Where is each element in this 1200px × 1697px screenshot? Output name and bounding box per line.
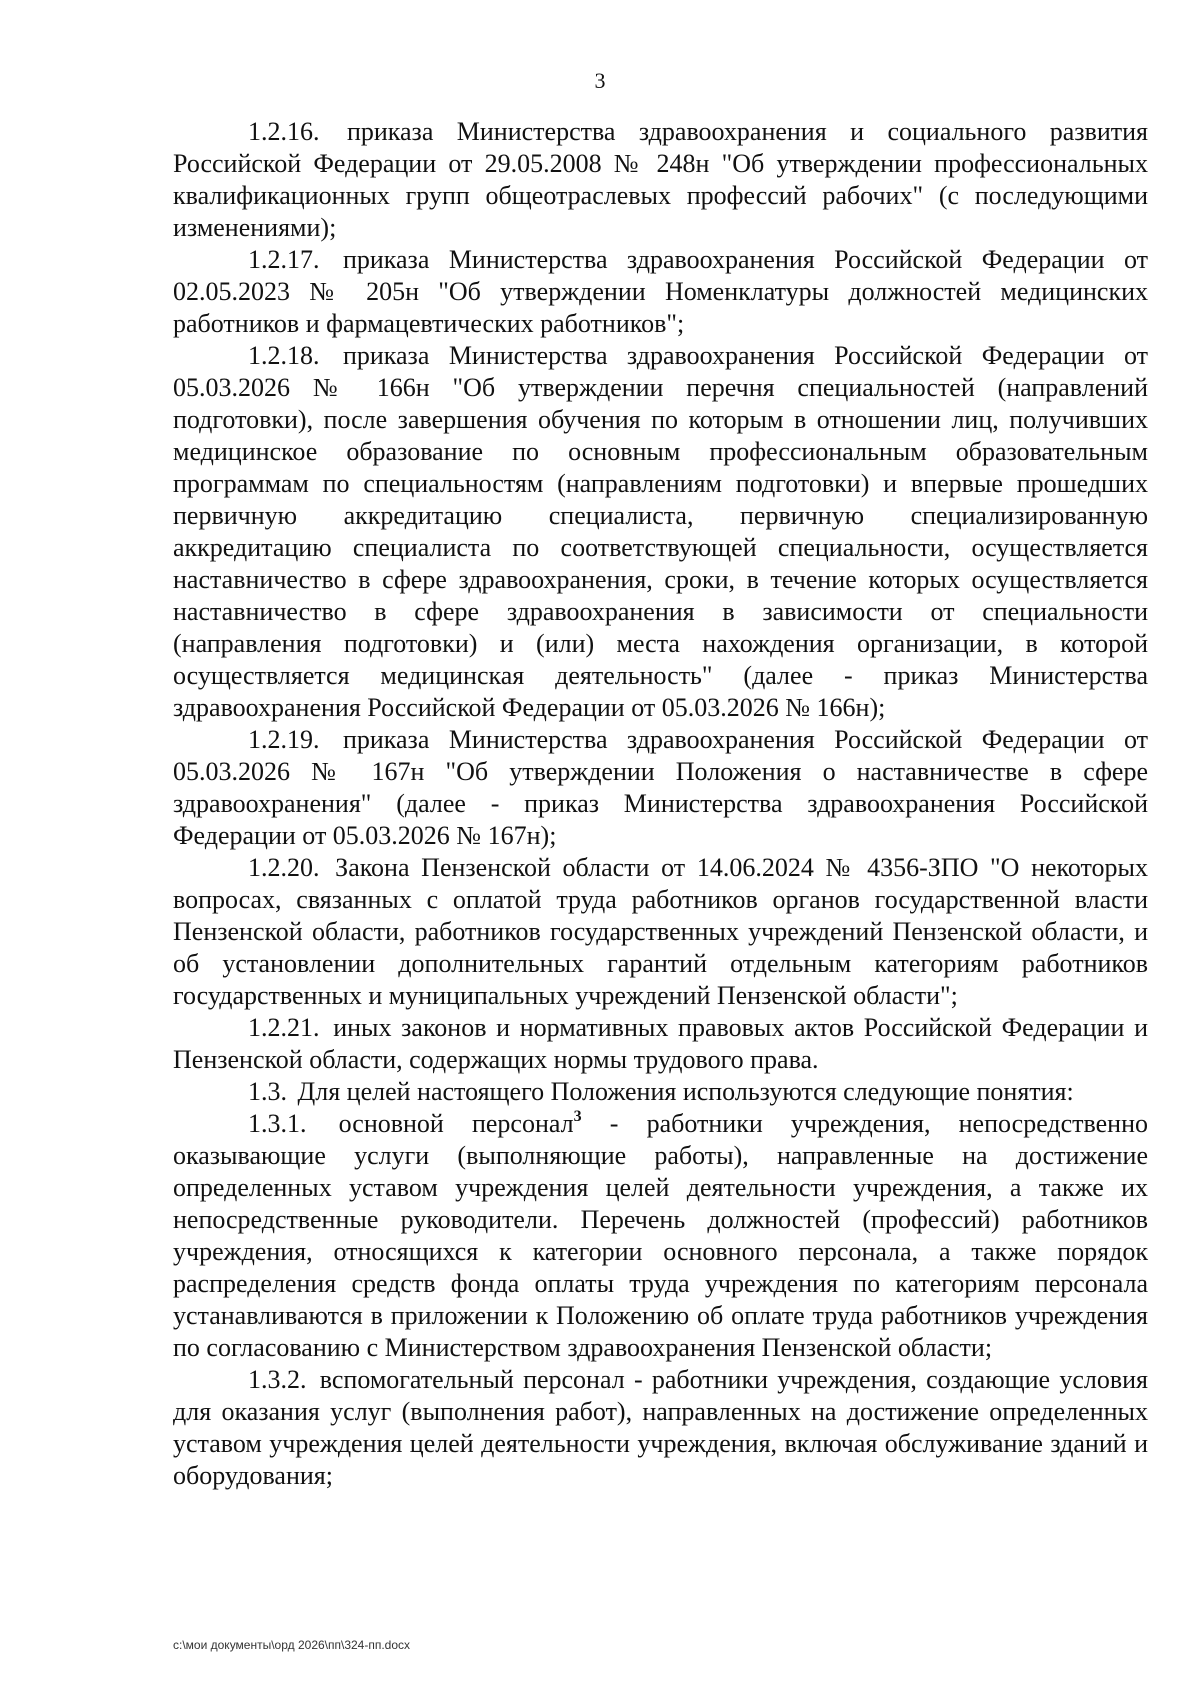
page-number: 3 <box>594 68 606 93</box>
paragraph-1-2-21 <box>173 1012 1148 1076</box>
paragraph-text: Закона Пензенской области от 14.06.2024 № 4356-ЗПО "О некоторых вопросах, связанных с оплатой труда работников органов государственной власти Пензенской области, работников государственных учреждений Пензенской области, и об установлении дополнительных гарантий отдельным категориям работников государственных и муниципальных учреждений Пензенской области"; <box>173 853 1149 1010</box>
paragraph-text: приказа Министерства здравоохранения Российской Федерации от 05.03.2026 № 167н "Об утверждении Положения о наставничестве в сфере здравоохранения" (далее - приказ Министерства здравоохранения Российской Федерации от 05.03.2026 № 167н); <box>173 725 1149 850</box>
paragraph-1-3 <box>173 1076 1148 1108</box>
paragraph-number: 1.3.1. <box>248 1109 307 1138</box>
paragraph-number: 1.2.17. <box>248 245 320 274</box>
paragraph-text: иных законов и нормативных правовых актов Российской Федерации и Пензенской области, содержащих нормы трудового права. <box>173 1013 1148 1074</box>
paragraph-1-2-18 <box>173 340 1148 724</box>
term-main-staff: основной персонал <box>338 1109 574 1138</box>
paragraph-number: 1.3.2. <box>248 1365 307 1394</box>
paragraph-1-2-16 <box>173 116 1148 244</box>
paragraph-text: Для целей настоящего Положения используются следующие понятия: <box>297 1077 1074 1106</box>
file-path-footer: c:\мои документы\орд 2026\пп\324-пп.docx <box>173 1638 411 1652</box>
paragraph-1-2-17 <box>173 244 1148 340</box>
paragraph-number: 1.2.19. <box>248 725 320 754</box>
paragraph-number: 1.2.21. <box>248 1013 320 1042</box>
paragraph-1-3-2 <box>173 1364 1148 1492</box>
paragraph-text: вспомогательный персонал - работники учреждения, создающие условия для оказания услуг (выполнения работ), направленных на достижение определенных уставом учреждения целей деятельности учреждения, включая обслуживание зданий и оборудования; <box>173 1365 1148 1490</box>
paragraph-number: 1.2.20. <box>248 853 320 882</box>
paragraph-text: - работники учреждения, непосредственно оказывающие услуги (выполняющие работы), направленные на достижение определенных уставом учреждения целей деятельности учреждения, а также их непосредственные руководители. Перечень должностей (профессий) работников учреждения, относящихся к категории основного персонала, а также порядок распределения средств фонда оплаты труда учреждения по категориям персонала устанавливаются в приложении к Положению об оплате труда работников учреждения по согласованию с Министерством здравоохранения Пензенской области; <box>173 1109 1149 1362</box>
paragraph-number: 1.2.16. <box>248 117 320 146</box>
document-body <box>173 116 1148 1492</box>
paragraph-number: 1.2.18. <box>248 341 320 370</box>
paragraph-text: приказа Министерства здравоохранения и социального развития Российской Федерации от 29.05.2008 № 248н "Об утверждении профессиональных квалификационных групп общеотраслевых профессий рабочих" (с последующими изменениями); <box>173 117 1149 242</box>
paragraph-number: 1.3. <box>248 1077 287 1106</box>
paragraph-text: приказа Министерства здравоохранения Российской Федерации от 02.05.2023 № 205н "Об утверждении Номенклатуры должностей медицинских работников и фармацевтических работников"; <box>173 245 1149 338</box>
paragraph-1-2-20 <box>173 852 1148 1012</box>
paragraph-1-2-19 <box>173 724 1148 852</box>
paragraph-1-3-1 <box>173 1108 1148 1364</box>
paragraph-text: приказа Министерства здравоохранения Российской Федерации от 05.03.2026 № 166н "Об утверждении перечня специальностей (направлений подготовки), после завершения обучения по которым в отношении лиц, получивших медицинское образование по основным профессиональным образовательным программам по специальностям (направлениям подготовки) и впервые прошедших первичную аккредитацию специалиста, первичную специализированную аккредитацию специалиста по соответствующей специальности, осуществляется наставничество в сфере здравоохранения, сроки, в течение которых осуществляется наставничество в сфере здравоохранения в зависимости от специальности (направления подготовки) и (или) места нахождения организации, в которой осуществляется медицинская деятельность" (далее - приказ Министерства здравоохранения Российской Федерации от 05.03.2026 № 166н); <box>173 341 1149 722</box>
footnote-marker: 3 <box>573 1108 582 1125</box>
